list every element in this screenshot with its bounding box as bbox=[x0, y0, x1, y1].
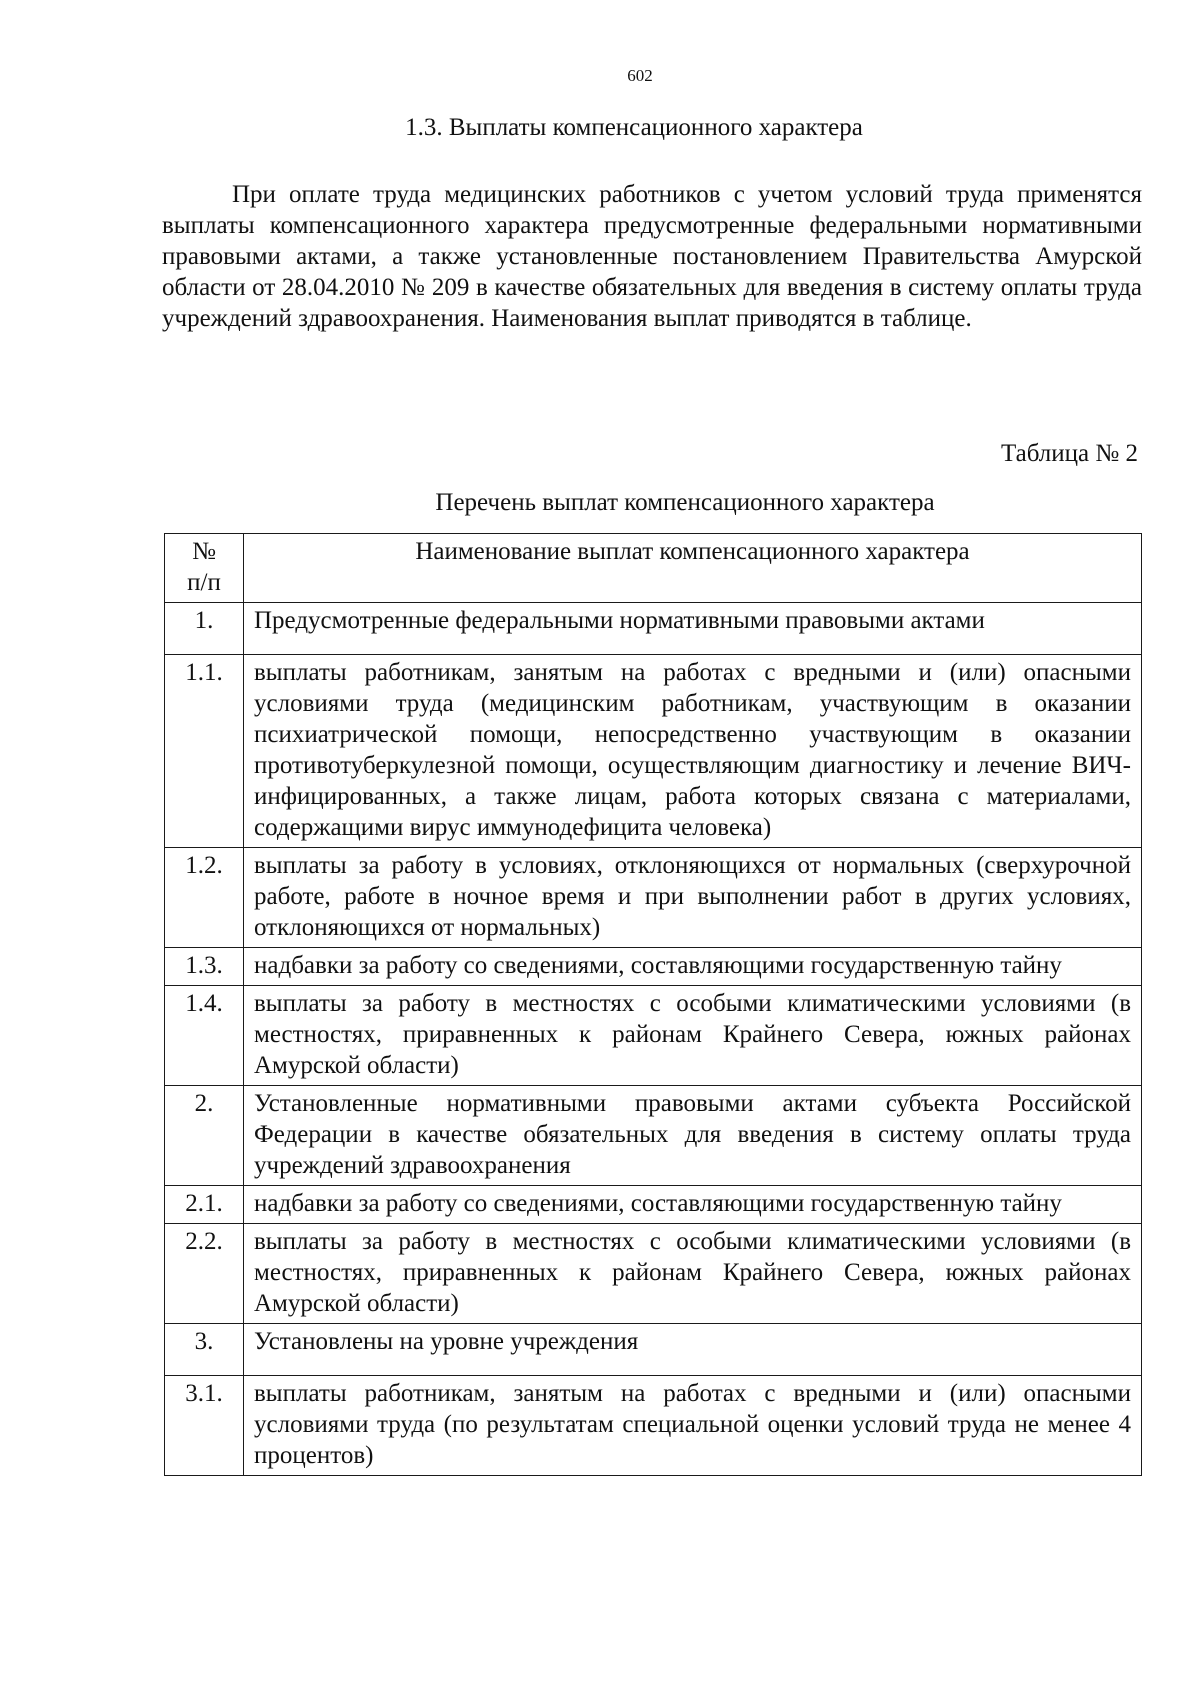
row-text: выплаты за работу в местностях с особыми климатическими условиями (в местностях, приравненных к районам Крайнего Севера, южных районах Амурской области) bbox=[244, 1224, 1142, 1324]
table-row bbox=[165, 655, 1142, 848]
row-number: 1.4. bbox=[165, 986, 244, 1086]
row-text: Установлены на уровне учреждения bbox=[244, 1324, 1142, 1376]
table-row bbox=[165, 1224, 1142, 1324]
row-number: 1.2. bbox=[165, 848, 244, 948]
row-number: 1.1. bbox=[165, 655, 244, 848]
table-row bbox=[165, 603, 1142, 655]
row-text: выплаты работникам, занятым на работах с вредными и (или) опасными условиями труда (медицинским работникам, участвующим в оказании психиатрической помощи, непосредственно участвующим в оказании противотуберкулезной помощи, осуществляющим диагностику и лечение ВИЧ-инфицированных, а также лицам, работа которых связана с материалами, содержащими вирус иммунодефицита человека) bbox=[244, 655, 1142, 848]
table-number: Таблица № 2 bbox=[1000, 440, 1138, 467]
row-number: 1.3. bbox=[165, 948, 244, 986]
row-number: 2.2. bbox=[165, 1224, 244, 1324]
table-row bbox=[165, 1376, 1142, 1476]
row-number: 1. bbox=[165, 603, 244, 655]
page-number: 602 bbox=[627, 66, 653, 85]
row-number: 2. bbox=[165, 1086, 244, 1186]
row-number: 3. bbox=[165, 1324, 244, 1376]
compensation-payments-table bbox=[164, 533, 1142, 1476]
section-heading: 1.3. Выплаты компенсационного характера bbox=[405, 114, 863, 141]
header-number-abbrev: п/п bbox=[187, 569, 221, 596]
table-row bbox=[165, 1324, 1142, 1376]
table-row bbox=[165, 1186, 1142, 1224]
row-text: Установленные нормативными правовыми актами субъекта Российской Федерации в качестве обязательных для введения в систему оплаты труда учреждений здравоохранения bbox=[244, 1086, 1142, 1186]
row-text: Предусмотренные федеральными нормативными правовыми актами bbox=[244, 603, 1142, 655]
row-number: 3.1. bbox=[165, 1376, 244, 1476]
row-text: надбавки за работу со сведениями, составляющими государственную тайну bbox=[244, 948, 1142, 986]
table-row bbox=[165, 948, 1142, 986]
header-name-cell: Наименование выплат компенсационного характера bbox=[244, 534, 1142, 603]
table-row bbox=[165, 1086, 1142, 1186]
row-text: выплаты за работу в условиях, отклоняющихся от нормальных (сверхурочной работе, работе в ночное время и при выполнении работ в других условиях, отклоняющихся от нормальных) bbox=[244, 848, 1142, 948]
row-text: выплаты за работу в местностях с особыми климатическими условиями (в местностях, приравненных к районам Крайнего Севера, южных районах Амурской области) bbox=[244, 986, 1142, 1086]
row-text: надбавки за работу со сведениями, составляющими государственную тайну bbox=[244, 1186, 1142, 1224]
table-caption: Перечень выплат компенсационного характера bbox=[435, 489, 935, 516]
row-text: выплаты работникам, занятым на работах с вредными и (или) опасными условиями труда (по результатам специальной оценки условий труда не менее 4 процентов) bbox=[244, 1376, 1142, 1476]
table-header-row bbox=[165, 534, 1142, 603]
table-row bbox=[165, 986, 1142, 1086]
table-row bbox=[165, 848, 1142, 948]
header-number-cell bbox=[165, 534, 244, 603]
row-number: 2.1. bbox=[165, 1186, 244, 1224]
intro-text bbox=[162, 179, 1142, 334]
intro-paragraph: При оплате труда медицинских работников с учетом условий труда применятся выплаты компенсационного характера предусмотренные федеральными нормативными правовыми актами, а также установленные постановлением Правительства Амурской области от 28.04.2010 № 209 в качестве обязательных для введения в систему оплаты труда учреждений здравоохранения. Наименования выплат приводятся в таблице. bbox=[162, 181, 1142, 332]
header-number-sign: № bbox=[192, 538, 216, 565]
